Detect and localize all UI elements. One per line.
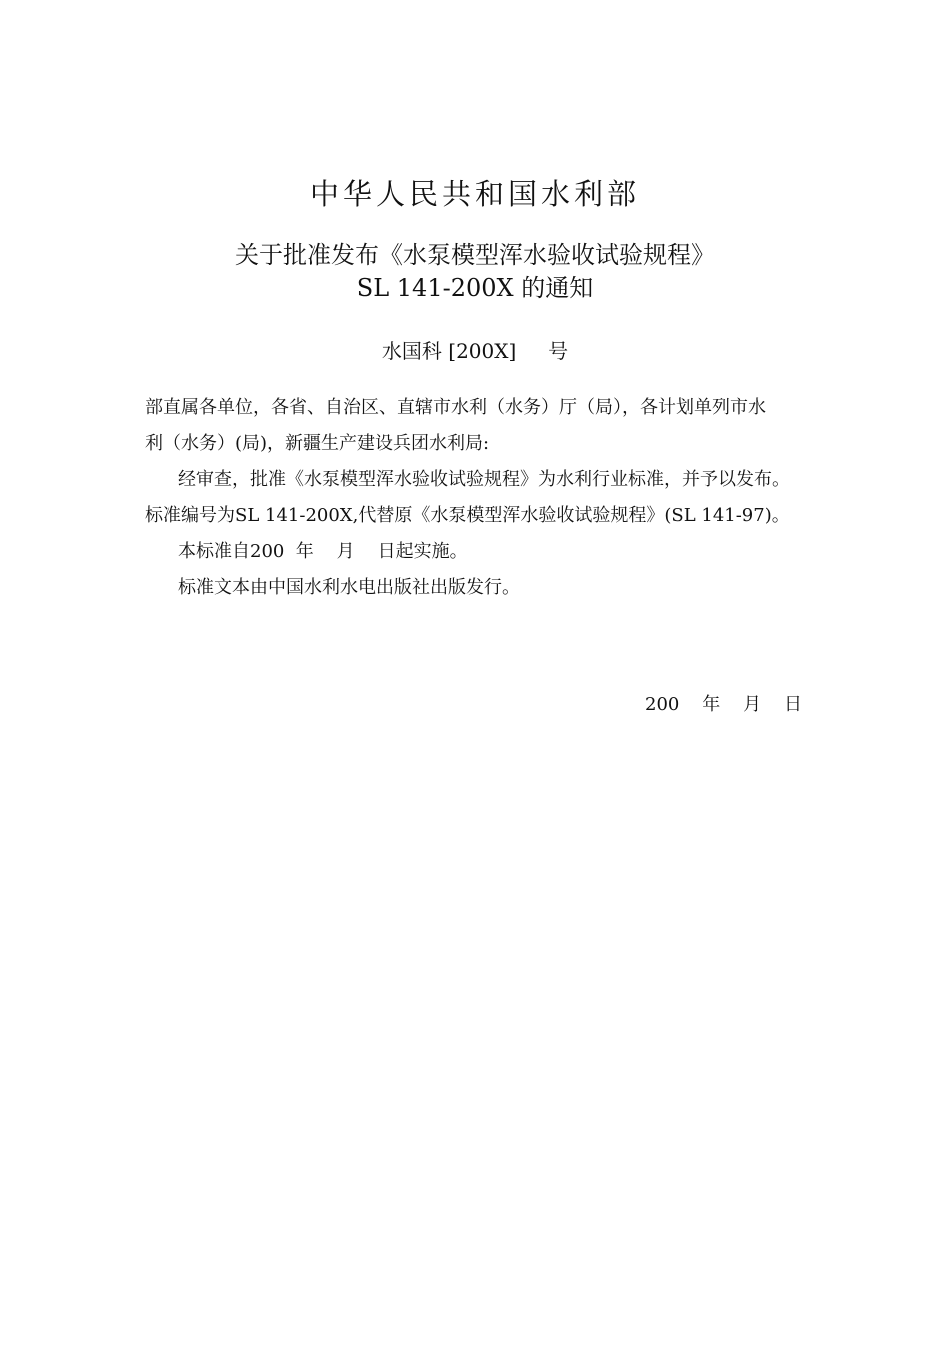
- effective-date-paragraph: 本标准自200 年 月 日起实施。: [178, 541, 468, 562]
- signature-date: 200 年 月 日: [645, 694, 803, 715]
- ministry-name: 中华人民共和国水利部: [309, 177, 640, 211]
- document-number: 水国科 [200X] 号: [381, 339, 569, 363]
- recipients-line-1: 部直属各单位，各省、自治区、直辖市水利（水务）厅（局），各计划单列市水: [145, 397, 766, 418]
- notice-title-line-2: SL 141-200X 的通知: [356, 274, 594, 302]
- notice-title-line-1: 关于批准发布《水泵模型浑水验收试验规程》: [235, 241, 715, 269]
- approval-paragraph: 经审查，批准《水泵模型浑水验收试验规程》为水利行业标准，并予以发布。标准编号为SL 141-200X,代替原《水泵模型浑水验收试验规程》(SL 141-97)。: [145, 469, 790, 526]
- recipients-line-2: 利（水务）(局)，新疆生产建设兵团水利局:: [145, 433, 490, 454]
- publisher-paragraph: 标准文本由中国水利水电出版社出版发行。: [178, 577, 520, 598]
- recipients: [145, 390, 805, 462]
